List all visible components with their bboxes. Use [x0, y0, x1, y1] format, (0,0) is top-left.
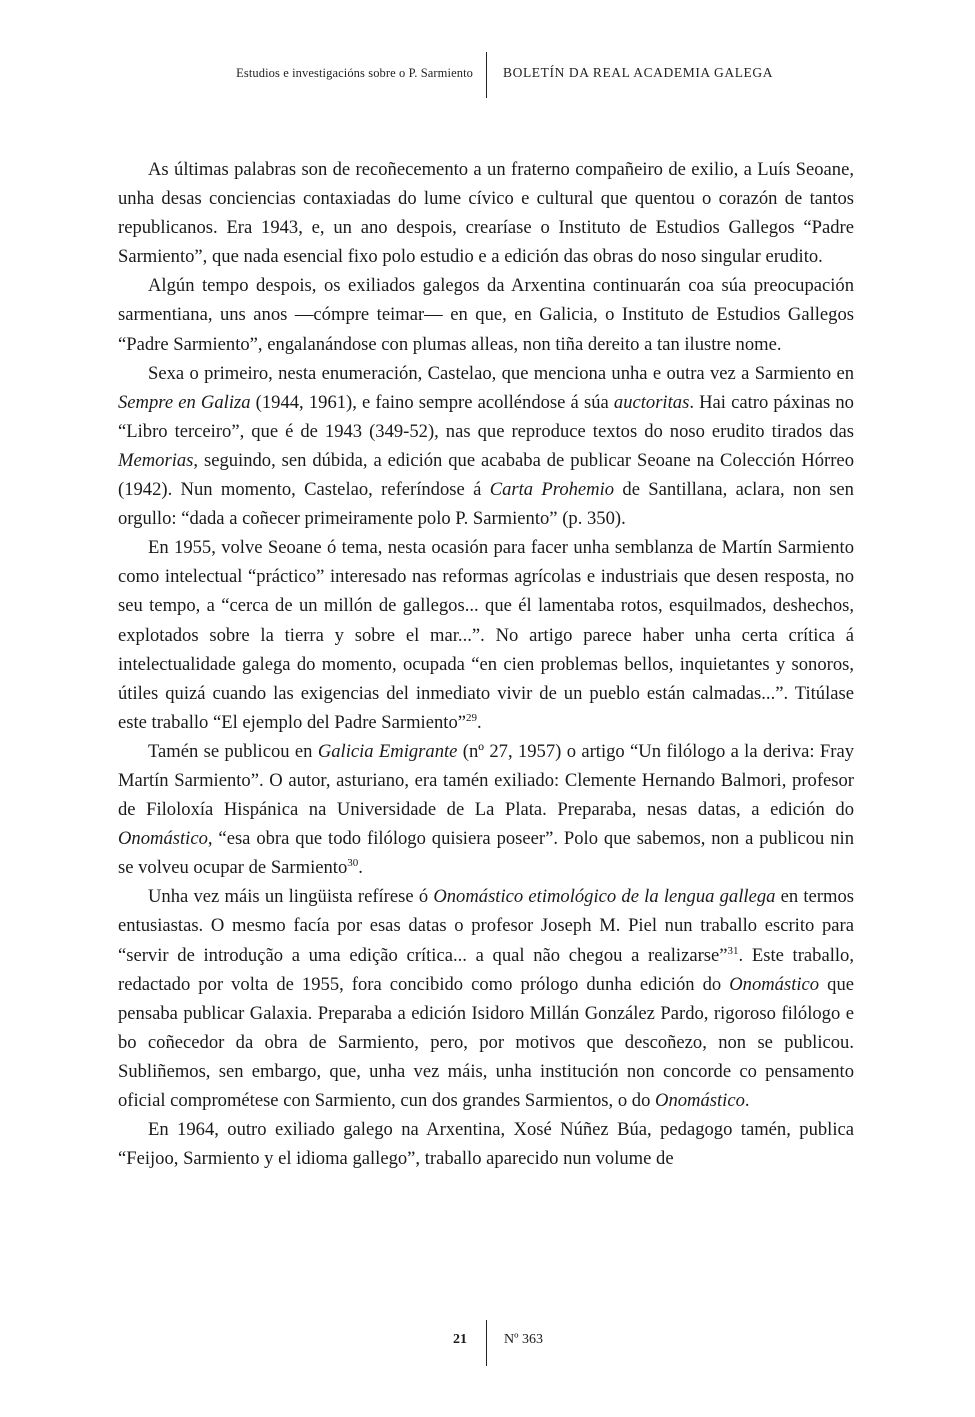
text-run: Unha vez máis un lingüista refírese ó: [148, 886, 434, 908]
running-footer: [0, 1320, 975, 1370]
footer-divider: [486, 1320, 487, 1366]
text-run: En 1955, volve Seoane ó tema, nesta ocasión para facer unha semblanza de Martín Sarmiento como intelectual “práctico” interesado nas reformas agrícolas e industriais que desen resposta, no seu tempo, a “cerca de un millón de gallegos... que él lamentaba rotos, esquilmados, deshechos, explotados sobre la tierra y sobre el mar...”. No artigo parece haber unha certa crítica á intelectualidade galega do momento, ocupada “en cien problemas bellos, inquietantes y sonoros, útiles quizá cuando las exigencias del inmediato vivir de un pueblo están calmadas...”. Titúlase este traballo “El ejemplo del Padre Sarmiento”: [118, 537, 854, 733]
text-run: . Este traballo, redactado por volta de 1955, fora concibido como prólogo dunha edición do: [118, 944, 854, 995]
issue-number: Nº 363: [504, 1332, 543, 1347]
text-run: .: [477, 711, 482, 733]
footnote-ref: 30: [347, 857, 359, 870]
italic-title: Onomástico: [655, 1090, 745, 1111]
text-run: , “esa obra que todo filólogo quisiera poseer”. Polo que sabemos, non a publicou nin se volveu ocupar de Sarmiento: [118, 828, 854, 879]
italic-title: auctoritas: [613, 391, 690, 413]
text-run: En 1964, outro exiliado galego na Arxentina, Xosé Núñez Búa, pedagogo tamén, publica “Feijoo, Sarmiento y el idioma gallego”, traballo aparecido nun volume de: [118, 1119, 854, 1170]
paragraph: [118, 155, 854, 271]
text-run: As últimas palabras son de recoñecemento a un fraterno compañeiro de exilio, a Luís Seoane, unha desas conciencias contaxiadas do lume cívico e cultural que quentou o corazón de tantos republicanos. Era 1943, e, un ano despois, crearíase o Instituto de Estudios Gallegos “Padre Sarmiento”, que nada esencial fixo polo estudio e a edición das obras do noso singular erudito.: [118, 159, 854, 268]
italic-title: Onomástico: [729, 973, 820, 995]
text-run: Tamén se publicou en: [148, 740, 318, 762]
text-run: que pensaba publicar Galaxia. Preparaba a edición Isidoro Millán González Pardo, rigoroso filólogo e bo coñecedor da obra de Sarmiento, pero, por motivos que descoñezo, non se publicou. Subliñemos, sen embargo, que, unha vez máis, unha institución non concorde co pensamento oficial comprométese con Sarmiento, cun dos grandes Sarmientos, o do: [118, 973, 854, 1111]
text-run: en termos entusiastas. O mesmo facía por esas datas o profesor Joseph M. Piel nun traballo escrito para “servir de introdução a uma edição crítica... a qual não chegou a realizarse”: [118, 886, 854, 966]
header-divider: [486, 52, 487, 98]
italic-title: Carta Prohemio: [489, 479, 615, 501]
text-run: .: [358, 857, 363, 879]
italic-title: Galicia Emigrante: [317, 740, 458, 762]
text-run: (nº 27, 1957) o artigo “Un filólogo a la deriva: Fray Martín Sarmiento”. O autor, asturiano, era tamén exiliado: Clemente Hernando Balmori, profesor de Filoloxía Hispánica na Universidade de La Plata. Preparaba, nesas datas, a edición do: [118, 740, 854, 821]
italic-title: Onomástico etimológico de la lengua gallega: [433, 886, 776, 908]
paragraph: [118, 882, 854, 1115]
text-run: , seguindo, sen dúbida, a edición que acababa de publicar Seoane na Colección Hórreo (1942). Nun momento, Castelao, referíndose á: [118, 449, 854, 501]
text-run: de Santillana, aclara, non sen orgullo: “dada a coñecer primeiramente polo P. Sarmiento” (p. 350).: [118, 479, 854, 530]
paragraph: [118, 1115, 854, 1173]
italic-title: Memorias: [118, 449, 194, 471]
header-journal-title: BOLETÍN DA REAL ACADEMIA GALEGA: [503, 65, 774, 80]
text-run: (1944, 1961), e faino sempre acolléndose á súa: [250, 391, 614, 413]
paragraph: [118, 533, 854, 737]
text-run: .: [744, 1090, 750, 1111]
footnote-ref: 29: [466, 711, 477, 724]
body-text: [118, 155, 854, 1173]
italic-title: Sempre en Galiza: [118, 391, 251, 413]
text-run: Sexa o primeiro, nesta enumeración, Castelao, que menciona unha e outra vez a Sarmiento en: [148, 362, 854, 384]
text-run: . Hai catro páxinas no “Libro terceiro”, que é de 1943 (349-52), nas que reproduce textos do noso erudito tirados das: [118, 391, 854, 442]
page-number: 21: [453, 1332, 467, 1347]
header-section-title: Estudios e investigacións sobre o P. Sarmiento: [236, 66, 473, 80]
italic-title: Onomástico: [118, 828, 208, 850]
paragraph: [118, 359, 854, 534]
paragraph: [118, 737, 854, 882]
running-header: [0, 52, 975, 100]
paragraph: [118, 271, 854, 358]
text-run: Algún tempo despois, os exiliados galegos da Arxentina continuarán coa súa preocupación sarmentiana, uns anos —cómpre teimar— en que, en Galicia, o Instituto de Estudios Gallegos “Padre Sarmiento”, engalanándose con plumas alleas, non tiña dereito a tan ilustre nome.: [118, 275, 854, 355]
footnote-ref: 31: [727, 944, 739, 957]
